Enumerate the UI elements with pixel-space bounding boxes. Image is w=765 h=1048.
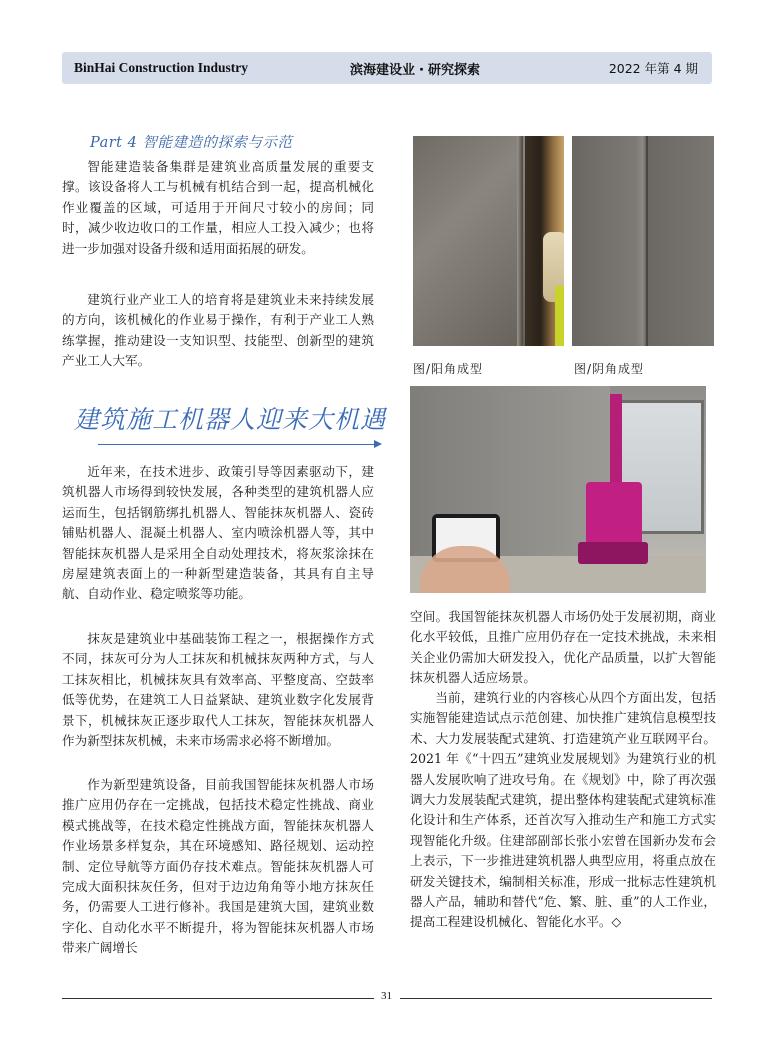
article-paragraph-1: 近年来，在技术进步、政策引导等因素驱动下，建筑机器人市场得到较快发展，各种类型的建筑机器人应运而生，包括钢筋绑扎机器人、智能抹灰机器人、瓷砖铺贴机器人、混凝土机器人、室内喷涂机器人等，其中智能抹灰机器人是采用全自动处理技术，将灰浆涂抹在房屋建筑表面上的一种新型建造装备，其具有自主导航、自动作业、稳定喷浆等功能。	[62, 464, 374, 602]
article-paragraph-2: 抹灰是建筑业中基础装饰工程之一，根据操作方式不同，抹灰可分为人工抹灰和机械抹灰两种方式，与人工抹灰相比，机械抹灰具有效率高、平整度高、空鼓率低等优势，在建筑工人日益紧缺、建筑业数字化发展背景下，机械抹灰正逐步取代人工抹灰，智能抹灰机器人作为新型抹灰机械，未来市场需求必将不断增加。	[62, 631, 374, 749]
caption-internal-corner: 图/阴角成型	[574, 362, 645, 376]
plastering-robot-photo	[410, 386, 706, 593]
internal-corner-photo	[572, 136, 714, 346]
part-heading: Part 4 智能建造的探索与示范	[90, 135, 293, 151]
article-title: 建筑施工机器人迎来大机遇	[74, 405, 387, 434]
worker-vest	[555, 286, 564, 346]
issue-number: 2022 年第 4 期	[608, 61, 698, 76]
external-corner-photo	[413, 136, 564, 346]
title-arrow-icon	[374, 440, 382, 448]
page-header	[62, 52, 712, 84]
wall-edge	[517, 136, 523, 346]
article-paragraph-4: 空间。我国智能抹灰机器人市场仍处于发展初期，商业化水平较低，且推广应用仍存在一定技术挑战，未来相关企业仍需加大研发投入，优化产品质量，以扩大智能抹灰机器人适应场景。	[410, 609, 716, 686]
footer-rule-left	[62, 998, 374, 999]
article-paragraph-5: 当前，建筑行业的内容核心从四个方面出发，包括实施智能建造试点示范创建、加快推广建筑信息模型技术、大力发展装配式建筑、打造建筑产业互联网平台。2021 年《“十四五”建筑业发展规划》为建筑行业的机器人发展吹响了进攻号角。在《规划》中，除了再次强调大力发展装配式建筑，提出整体构建装配式建筑标准化设计和生产体系，还首次写入推动生产和施工方式实现智能化升级。住建部副部长张小宏曾在国新办发布会上表示，下一步推进建筑机器人典型应用，将重点放在研发关键技术，编制相关标准，形成一批标志性建筑机器人产品，辅助和替代“危、繁、脏、重”的人工作业，提高工程建设机械化、智能化水平。◇	[410, 690, 716, 930]
journal-name-en: BinHai Construction Industry	[74, 60, 249, 75]
robot-body	[586, 482, 642, 546]
article-paragraph-3: 作为新型建筑设备，目前我国智能抹灰机器人市场推广应用仍存在一定挑战，包括技术稳定性挑战、商业模式挑战等，在技术稳定性挑战方面，智能抹灰机器人作业场景多样复杂，其在环境感知、路径规划、运动控制、定位导航等方面仍存技术难点。智能抹灰机器人可完成大面积抹灰任务，但对于边边角角等小地方抹灰任务，仍需要人工进行修补。我国是建筑大国，建筑业数字化、自动化水平不断提升，将为智能抹灰机器人市场带来广阔增长	[62, 777, 374, 956]
page-number: 31	[381, 990, 392, 1002]
part-paragraph-2: 建筑行业产业工人的培育将是建筑业未来持续发展的方向，该机械化的作业易于操作，有利于产业工人熟练掌握，推动建设一支知识型、技能型、创新型的建筑产业工人大军。	[62, 292, 374, 369]
caption-external-corner: 图/阳角成型	[413, 362, 484, 376]
title-underline	[98, 444, 380, 445]
footer-rule-right	[400, 998, 712, 999]
robot-base	[578, 542, 648, 564]
section-title: 滨海建设业・研究探索	[350, 63, 481, 78]
part-paragraph-1: 智能建造装备集群是建筑业高质量发展的重要支撑。该设备将人工与机械有机结合到一起，提高机械化作业覆盖的区域，可适用于开间尺寸较小的房间；同时，减少收边收口的工作量，相应人工投入减少；也将进一步加强对设备升级和适用面拓展的研发。	[62, 159, 374, 256]
corner-line	[646, 136, 648, 346]
